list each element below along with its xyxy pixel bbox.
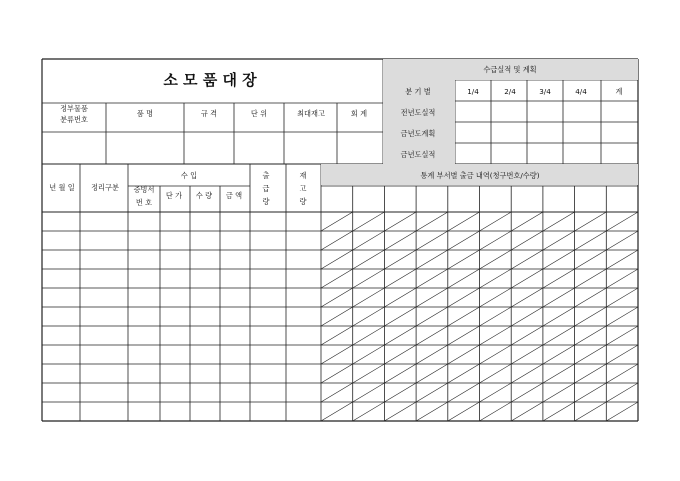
diagonal-slash [511,288,543,307]
diagonal-slash [606,307,638,326]
quarter-total: 계 [615,87,623,96]
diagonal-slash [448,345,480,364]
diagonal-slash [480,231,512,250]
diagonal-slash [321,402,353,421]
diagonal-slash [416,364,448,383]
diagonal-slash [321,288,353,307]
row-label-prev-year-actual: 전년도실적 [400,108,436,117]
diagonal-slash [416,212,448,231]
diagonal-slash [321,307,353,326]
quarter-3: 3/4 [539,87,551,96]
diagonal-slash [384,345,416,364]
form-title: 소 모 품 대 장 [163,71,257,89]
diagonal-slash [543,269,575,288]
diagonal-slash [543,345,575,364]
classification-number-label: 정부물품 [60,104,88,113]
issue-quantity-label-3: 량 [262,197,270,206]
diagonal-slash [384,250,416,269]
stock-quantity-label-2: 고 [299,184,307,193]
item-name-label: 품 명 [136,109,154,118]
diagonal-slash [606,364,638,383]
diagonal-slash [353,383,385,402]
diagonal-slash [606,288,638,307]
diagonal-slash [384,307,416,326]
diagonal-slash [321,212,353,231]
diagonal-slash [543,307,575,326]
diagonal-slash [606,345,638,364]
diagonal-slash [448,250,480,269]
diagonal-slash [511,383,543,402]
diagonal-slash [321,364,353,383]
classification-number-label-2: 분류번호 [60,115,88,124]
quarter-1: 1/4 [467,87,479,96]
diagonal-slash [448,269,480,288]
quarter-4: 4/4 [575,87,587,96]
diagonal-slash [575,402,607,421]
diagonal-slash [353,288,385,307]
account-label: 회 계 [350,109,368,118]
diagonal-slash [511,269,543,288]
max-stock-label: 최대재고 [297,109,325,118]
diagonal-slash [511,250,543,269]
diagonal-slash [448,364,480,383]
diagonal-slash [448,307,480,326]
diagonal-slash [575,288,607,307]
diagonal-slash [511,402,543,421]
diagonal-slash [384,326,416,345]
quarter-2: 2/4 [504,87,516,96]
diagonal-slash [543,326,575,345]
diagonal-slash [511,345,543,364]
diagonal-slash [480,212,512,231]
diagonal-slash [448,212,480,231]
diagonal-slash [543,250,575,269]
diagonal-slash [384,364,416,383]
amount-label: 금 액 [225,191,243,200]
diagonal-slash [543,231,575,250]
diagonal-slash [480,307,512,326]
voucher-number-label-2: 번 호 [135,198,153,207]
diagonal-slash [448,288,480,307]
row-label-this-year-plan: 금년도계획 [400,129,436,138]
diagonal-slash [575,212,607,231]
diagonal-slash [384,212,416,231]
diagonal-slash [480,364,512,383]
diagonal-slash [606,269,638,288]
department-issue-header: 통계 부서별 출금 내역(청구번호/수량) [420,171,540,180]
diagonal-slash [353,364,385,383]
diagonal-slash [416,231,448,250]
form-grid [42,59,638,421]
diagonal-slash [448,402,480,421]
diagonal-slash [353,269,385,288]
diagonal-slash [575,364,607,383]
diagonal-slash [575,345,607,364]
issue-quantity-label-2: 급 [262,184,270,193]
diagonal-slash [511,364,543,383]
quantity-label: 수 량 [195,191,213,200]
spec-label: 규 격 [200,109,218,118]
diagonal-slash [575,383,607,402]
diagonal-slash [480,250,512,269]
diagonal-slash [416,269,448,288]
diagonal-slash [321,383,353,402]
issue-quantity-label: 출 [262,171,270,180]
diagonal-slash [480,402,512,421]
diagonal-slash [606,212,638,231]
diagonal-slash [353,212,385,231]
stock-quantity-label: 재 [299,171,307,180]
row-label-this-year-actual: 금년도실적 [400,150,436,159]
diagonal-slash [416,288,448,307]
diagonal-slash [575,250,607,269]
diagonal-slash [511,307,543,326]
diagonal-slash [543,288,575,307]
diagonal-slash [321,345,353,364]
diagonal-slash [606,250,638,269]
unit-price-label: 단 가 [165,191,183,200]
diagonal-slash [416,326,448,345]
diagonal-slash [606,383,638,402]
diagonal-slash [543,383,575,402]
diagonal-slash [575,269,607,288]
diagonal-slash [384,231,416,250]
diagonal-slash [575,326,607,345]
category-label: 정리구분 [91,183,119,192]
diagonal-slash [416,402,448,421]
diagonal-slash [416,345,448,364]
diagonal-slash [384,288,416,307]
quarter-label: 분 기 별 [405,87,431,96]
diagonal-slash [543,402,575,421]
diagonal-slash [511,231,543,250]
diagonal-slash [480,269,512,288]
diagonal-slash [480,288,512,307]
supply-record-header: 수급실적 및 계획 [483,65,537,74]
diagonal-slash [511,326,543,345]
diagonal-slash [606,231,638,250]
diagonal-slash [353,250,385,269]
diagonal-slash [606,326,638,345]
diagonal-slash [321,326,353,345]
diagonal-slash [511,212,543,231]
diagonal-slash [575,231,607,250]
diagonal-slash [448,383,480,402]
diagonal-slash [480,383,512,402]
diagonal-slash [353,231,385,250]
stock-quantity-label-3: 량 [299,197,307,206]
diagonal-slash [543,364,575,383]
diagonal-slash [606,402,638,421]
receipt-label: 수 입 [180,171,198,180]
diagonal-slash [384,383,416,402]
diagonal-slash [321,269,353,288]
diagonal-slash [353,326,385,345]
date-label: 년 월 일 [49,183,75,192]
diagonal-slash [353,402,385,421]
unit-label: 단 위 [250,109,268,118]
diagonal-slash [543,212,575,231]
diagonal-slash [384,402,416,421]
diagonal-slash [321,250,353,269]
diagonal-slash [353,345,385,364]
diagonal-slash [353,307,385,326]
diagonal-slash [321,231,353,250]
diagonal-slash [416,307,448,326]
voucher-number-label: 증빙서 [133,185,155,194]
diagonal-slash [575,307,607,326]
diagonal-slash [384,269,416,288]
diagonal-slash [480,326,512,345]
diagonal-slash [480,345,512,364]
diagonal-slash [416,250,448,269]
diagonal-slash [416,383,448,402]
diagonal-slash [448,231,480,250]
diagonal-slash [448,326,480,345]
